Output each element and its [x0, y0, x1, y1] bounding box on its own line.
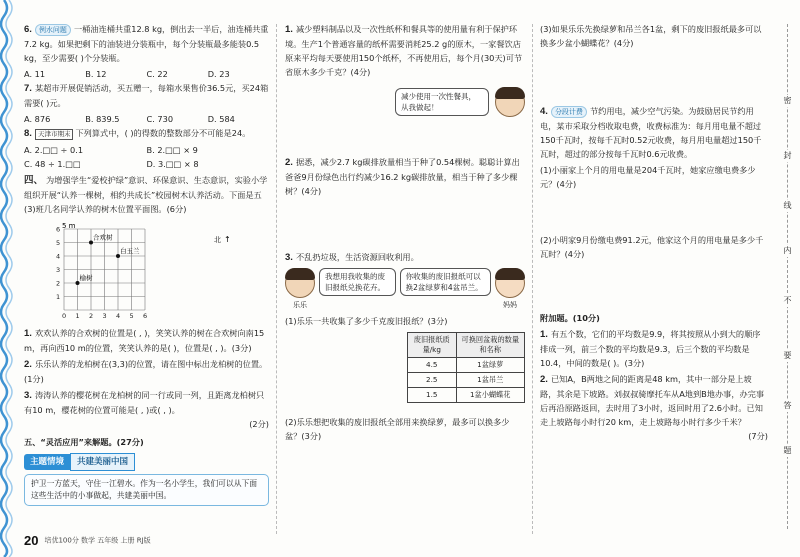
- page-number: 20: [24, 533, 39, 548]
- section-4-header: [24, 173, 269, 216]
- topic-tag: 例水问题: [35, 24, 71, 36]
- question-number: 2.: [285, 157, 293, 168]
- y-tick-label: 4: [56, 252, 61, 261]
- answer-space: [540, 193, 768, 233]
- dialogue-illustration: [285, 268, 525, 312]
- seal-char: 线: [781, 200, 794, 212]
- illustration-row: [285, 87, 525, 117]
- question-text: 涛涛认养的樱花树在龙柏树的同一行或同一列，且距离龙柏树只有10 m，樱花树的位置可能是( , )或( , )。: [24, 390, 265, 415]
- boy-avatar: [285, 268, 315, 298]
- tree-label: 合欢树: [93, 233, 113, 242]
- table-header-row: [408, 333, 525, 358]
- answer-space: [285, 117, 525, 155]
- exchange-table: [407, 332, 525, 403]
- question-number: 7.: [24, 83, 32, 94]
- section-number: 五、: [24, 437, 41, 447]
- source-tag: 天津市期末: [35, 129, 74, 140]
- question-8: [24, 126, 269, 141]
- wave-border-decoration: [0, 0, 14, 557]
- question-number: 2.: [24, 359, 32, 370]
- x-tick-label: 5: [129, 312, 134, 320]
- section-text: 为增强学生“爱校护绿”意识、环保意识、生态意识，实验小学组织开展“认养一棵树，相约共成长”校园树木认养活动。下面是五(3)班几名同学认养的树木位置平面图。(6分): [24, 175, 268, 214]
- options-row: [24, 143, 269, 157]
- table-cell: 1盆绿萝: [456, 358, 525, 373]
- x-tick-label: 6: [143, 312, 148, 320]
- option-b[interactable]: B. 839.5: [85, 114, 120, 124]
- question-7: [24, 81, 269, 110]
- seal-char: 内: [781, 245, 794, 257]
- x-tick-label: 2: [89, 312, 94, 320]
- question-text: 节约用电，减少空气污染。为鼓励居民节约用电，某市采取分档收取电费，收费标准为：每月用电量不超过150千瓦时，按每千瓦时0.52元收费，每月用电量超过150千瓦时，超过的部分按每千瓦时0.6元收费。: [540, 106, 762, 159]
- subquestion-2: [24, 357, 269, 386]
- answer-space: [285, 403, 525, 415]
- option-c[interactable]: C. 730: [146, 114, 174, 124]
- answer-space: [540, 263, 768, 307]
- theme-label: 主题情境: [24, 454, 70, 470]
- table-header: 废旧报纸质量/kg: [408, 333, 457, 358]
- question-number: 1.: [285, 24, 293, 35]
- character-left: [285, 268, 315, 312]
- north-arrow-icon: ↑: [224, 235, 231, 244]
- question-text: 欢欢认养的合欢树的位置是( , )，笑笑认养的树在合欢树向南15 m，再向西10 m的位置，笑笑认养的是( )，位置是( , )。(3分): [24, 328, 265, 353]
- subquestion-1: (1)乐乐一共收集了多少千克废旧报纸？(3分): [285, 316, 448, 326]
- x-tick-label: 1: [75, 312, 80, 320]
- subquestion-3: (3)如果乐乐先换绿萝和吊兰各1盆，剩下的废旧报纸最多可以换多少盆小蝴蝶花？(4分): [540, 24, 762, 48]
- table-header: 可换回盆栽的数量和名称: [456, 333, 525, 358]
- question-number: 3.: [285, 252, 293, 263]
- points-label: (7分): [748, 431, 768, 441]
- subquestion-1: [24, 326, 269, 355]
- y-tick-label: 1: [56, 293, 61, 301]
- seal-char: 不: [781, 295, 794, 307]
- problem-3: [285, 250, 525, 265]
- problem-1: [285, 22, 525, 79]
- answer-space: [285, 200, 525, 250]
- y-tick-label: 3: [56, 266, 61, 274]
- question-number: 4.: [540, 106, 548, 117]
- table-cell: 1盆吊兰: [456, 373, 525, 388]
- section-number: 四、: [24, 175, 44, 186]
- column-left: [24, 22, 269, 506]
- boy-avatar: [495, 87, 525, 117]
- question-text: 已知A，B两地之间的距离是48 km，其中一部分是上坡路，其余是下坡路。刘叔叔骑摩托车从A地到B地办事，办完事后再沿原路返回，去时用了3小时，返回时用了2.6小时。已知走上坡路每小时行20 km，走上坡路每小时行多少千米？: [540, 374, 765, 427]
- question-number: 1.: [24, 328, 32, 339]
- question-number: 2.: [540, 374, 548, 385]
- seal-char: 答: [781, 400, 794, 412]
- option-d[interactable]: D. 23: [207, 69, 230, 79]
- option-a[interactable]: A. 11: [24, 69, 46, 79]
- subquestion-2: (2)小明家9月份缴电费91.2元，他家这个月的用电量是多少千瓦时？(4分): [540, 235, 764, 259]
- x-tick-label: 3: [102, 312, 107, 320]
- speech-bubble-right: 你收集的废旧报纸可以换2盆绿萝和4盆吊兰。: [400, 268, 491, 296]
- subquestion-3: [24, 388, 269, 417]
- points-label: (2分): [249, 419, 269, 429]
- question-text: 据悉，减少2.7 kg碳排放量相当于种了0.54棵树。聪聪计算出爸爸9月份绿色出行约减少16.2 kg碳排放量，相当于种了多少棵树？(4分): [285, 157, 520, 196]
- extra-question-1: [540, 327, 768, 370]
- y-tick-label: 2: [56, 279, 61, 288]
- table-row: [408, 373, 525, 388]
- question-text: 减少塑料制品以及一次性纸杯和餐具等的使用量有利于保护环境。生产1个普通容量的纸杯需要消耗25.2 g的原木，一家餐饮店原来平均每天要使用150个纸杯，不再使用后，每个月(30天)可节省原木多少千克？(4分): [285, 24, 523, 77]
- extra-section-header: 附加题。(10分): [540, 313, 600, 323]
- mother-avatar: [495, 268, 525, 298]
- tree-label: 榆树: [79, 274, 93, 282]
- y-tick-label: 5: [56, 239, 61, 247]
- option-a[interactable]: A. 876: [24, 114, 51, 124]
- question-text: 某超市开展促销活动，买五赠一，每箱水果售价36.5元，买24箱需要( )元。: [24, 83, 269, 108]
- column-middle: [285, 22, 525, 445]
- seal-char: 题: [781, 445, 794, 457]
- x-tick-label: 0: [62, 312, 67, 320]
- table-cell: 1.5: [408, 388, 457, 403]
- seal-char: 要: [781, 350, 794, 362]
- question-text: 下列算式中，( )的得数的整数部分不可能是24。: [75, 128, 251, 138]
- problem-2: [285, 155, 525, 198]
- section-5-header: [24, 435, 269, 449]
- column-divider: [532, 24, 533, 534]
- seal-line-sidebar: [775, 0, 800, 557]
- subquestion-1: (1)小丽家上个月的用电量是204千瓦时，她家应缴电费多少元？(4分): [540, 165, 756, 189]
- character-right: [495, 268, 525, 312]
- question-text: 有五个数，它们的平均数是9.9，将其按照从小到大的顺序排成一列，前三个数的平均数是9.3，后三个数的平均数是10.4，中间的数是( )。(3分): [540, 329, 761, 368]
- subquestion-2: (2)乐乐想把收集的废旧报纸全部用来换绿萝，最多可以换多少盆？(3分): [285, 417, 510, 441]
- extra-question-2: [540, 372, 768, 429]
- section-text: “灵活应用”来解题。(27分): [40, 437, 144, 447]
- option-c[interactable]: C. 48 ÷ 1.□□: [24, 159, 81, 169]
- speech-bubble-left: 我想用我收集的废旧报纸兑换花卉。: [319, 268, 396, 296]
- grid-svg: [52, 220, 232, 320]
- character-name: 乐乐: [293, 301, 307, 309]
- column-right: [540, 22, 768, 443]
- options-row: [24, 67, 269, 81]
- theme-title: 共建美丽中国: [70, 453, 135, 471]
- question-number: 6.: [24, 24, 32, 35]
- options-row: [24, 112, 269, 126]
- table-cell: 4.5: [408, 358, 457, 373]
- seal-char: 密: [781, 95, 794, 107]
- table-row: [408, 388, 525, 403]
- option-b[interactable]: B. 2.□□ × 9: [146, 145, 198, 155]
- question-6: [24, 22, 269, 65]
- column-divider: [276, 24, 277, 534]
- answer-space: [540, 52, 768, 104]
- problem-4: [540, 104, 768, 161]
- question-text: 乐乐认养的龙柏树在(3,3)的位置，请在图中标出龙柏树的位置。(1分): [24, 359, 268, 384]
- option-c[interactable]: C. 22: [146, 69, 168, 79]
- tree-label: 白玉兰: [120, 247, 140, 255]
- option-a[interactable]: A. 2.□□ ÷ 0.1: [24, 145, 84, 155]
- book-info: 培优100分 数学 五年级 上册 RJ版: [44, 536, 151, 545]
- question-text: 不乱扔垃圾，生活资源回收利用。: [295, 252, 419, 262]
- page-footer: [24, 533, 151, 548]
- option-d[interactable]: D. 584: [207, 114, 235, 124]
- north-label: 北: [214, 236, 221, 244]
- option-b[interactable]: B. 12: [85, 69, 107, 79]
- option-d[interactable]: D. 3.□□ × 8: [146, 159, 199, 169]
- table-row: [408, 358, 525, 373]
- theme-banner: [24, 453, 269, 471]
- y-tick-label: 6: [56, 225, 61, 234]
- tree-position-grid: [52, 220, 269, 324]
- theme-description: 护卫一方蓝天，守住一江碧水。作为一名小学生，我们可以从下面这些生活中的小事做起，共建美丽中国。: [24, 474, 269, 506]
- question-number: 8.: [24, 128, 32, 139]
- speech-bubble: 减少使用一次性餐具，从我做起！: [395, 88, 489, 116]
- x-tick-label: 4: [116, 312, 121, 320]
- scale-label: 5 m: [62, 222, 76, 230]
- question-text: 一桶油连桶共重12.8 kg，倒出去一半后，油连桶共重7.2 kg。如果把剩下的油装进分装瓶中，每个分装瓶最多能装0.5 kg，至少需要( )个分装瓶。: [24, 24, 269, 63]
- question-number: 3.: [24, 390, 32, 401]
- table-cell: 2.5: [408, 373, 457, 388]
- character-name: 妈妈: [503, 301, 517, 309]
- question-number: 1.: [540, 329, 548, 340]
- options-row: [24, 157, 269, 171]
- topic-tag: 分段计费: [551, 106, 587, 118]
- seal-char: 封: [781, 150, 794, 162]
- table-cell: 1盆小蝴蝶花: [456, 388, 525, 403]
